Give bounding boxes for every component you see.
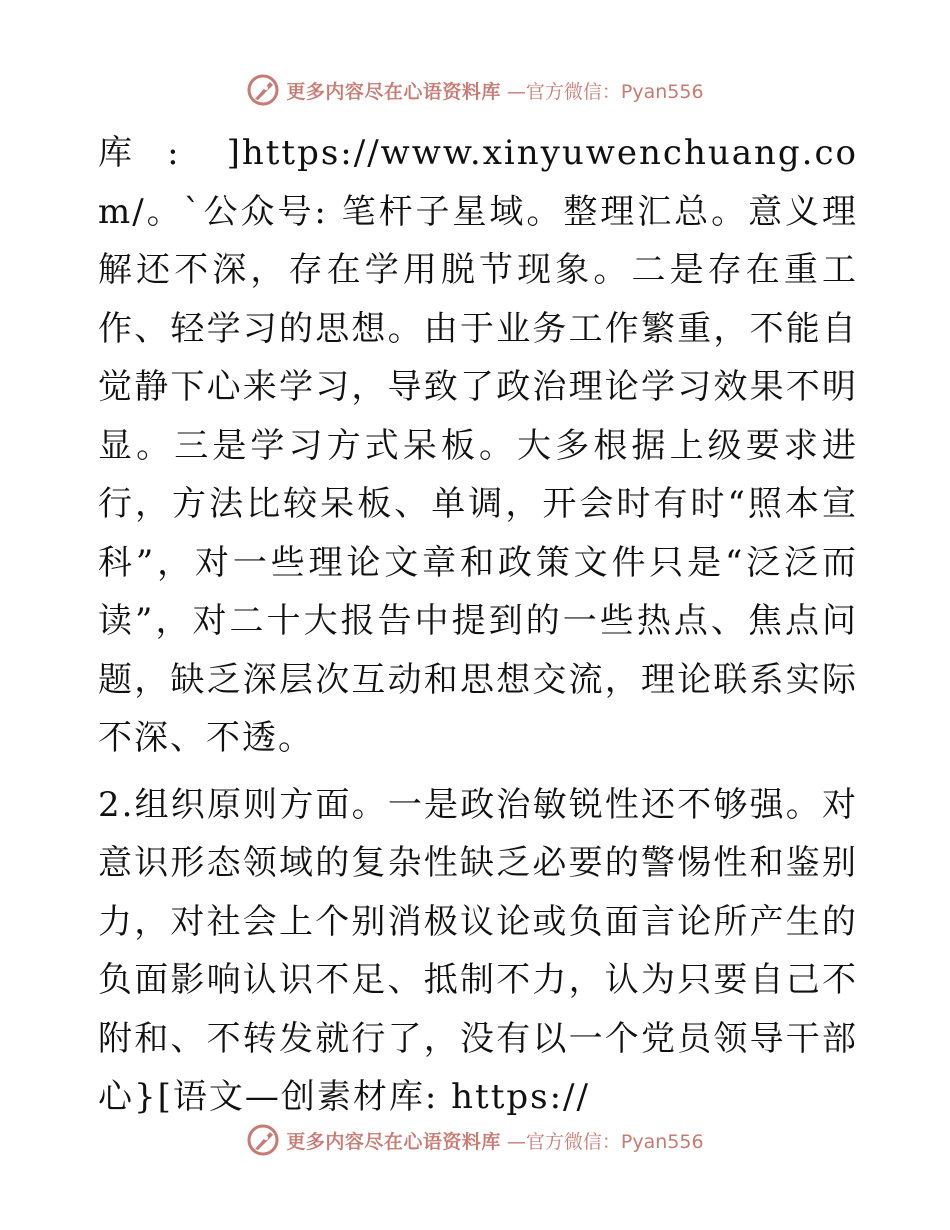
body-paragraph-2: 2.组织原则方面。一是政治敏锐性还不够强。对意识形态领域的复杂性缺乏必要的警惕性和鉴别力，对社会上个别消极议论或负面言论所产生的负面影响认识不足、抵制不力，认为只要自己不附和、不转发就行了，没有以一个党员领导干部心}[语文—创素材库: https:// bbox=[98, 784, 858, 1117]
banner-brand-text: 更多内容尽在心语资料库 bbox=[286, 80, 501, 103]
document-body bbox=[98, 124, 858, 1127]
quill-circle-icon bbox=[246, 73, 280, 107]
header-watermark-banner bbox=[0, 70, 950, 110]
banner-contact-text: —官方微信：Pyan556 bbox=[506, 1130, 704, 1153]
footer-watermark-banner bbox=[0, 1120, 950, 1160]
banner-contact-text: —官方微信：Pyan556 bbox=[506, 80, 704, 103]
body-paragraph-1: 库: ]https://www.xinyuwenchuang.com/。`公众号: 笔杆子星域。整理汇总。意义理解还不深，存在学用脱节现象。二是存在重工作、轻学习的思想。由于业务工作繁重，不能自觉静下心来学习，导致了政治理论学习效果不明显。三是学习方式呆板。大多根据上级要求进行，方法比较呆板、单调，开会时有时“照本宣科”，对一些理论文章和政策文件只是“泛泛而读”，对二十大报告中提到的一些热点、焦点问题，缺乏深层次互动和思想交流，理论联系实际不深、不透。 bbox=[98, 133, 858, 758]
banner-brand-text: 更多内容尽在心语资料库 bbox=[286, 1130, 501, 1153]
quill-circle-icon bbox=[246, 1123, 280, 1157]
